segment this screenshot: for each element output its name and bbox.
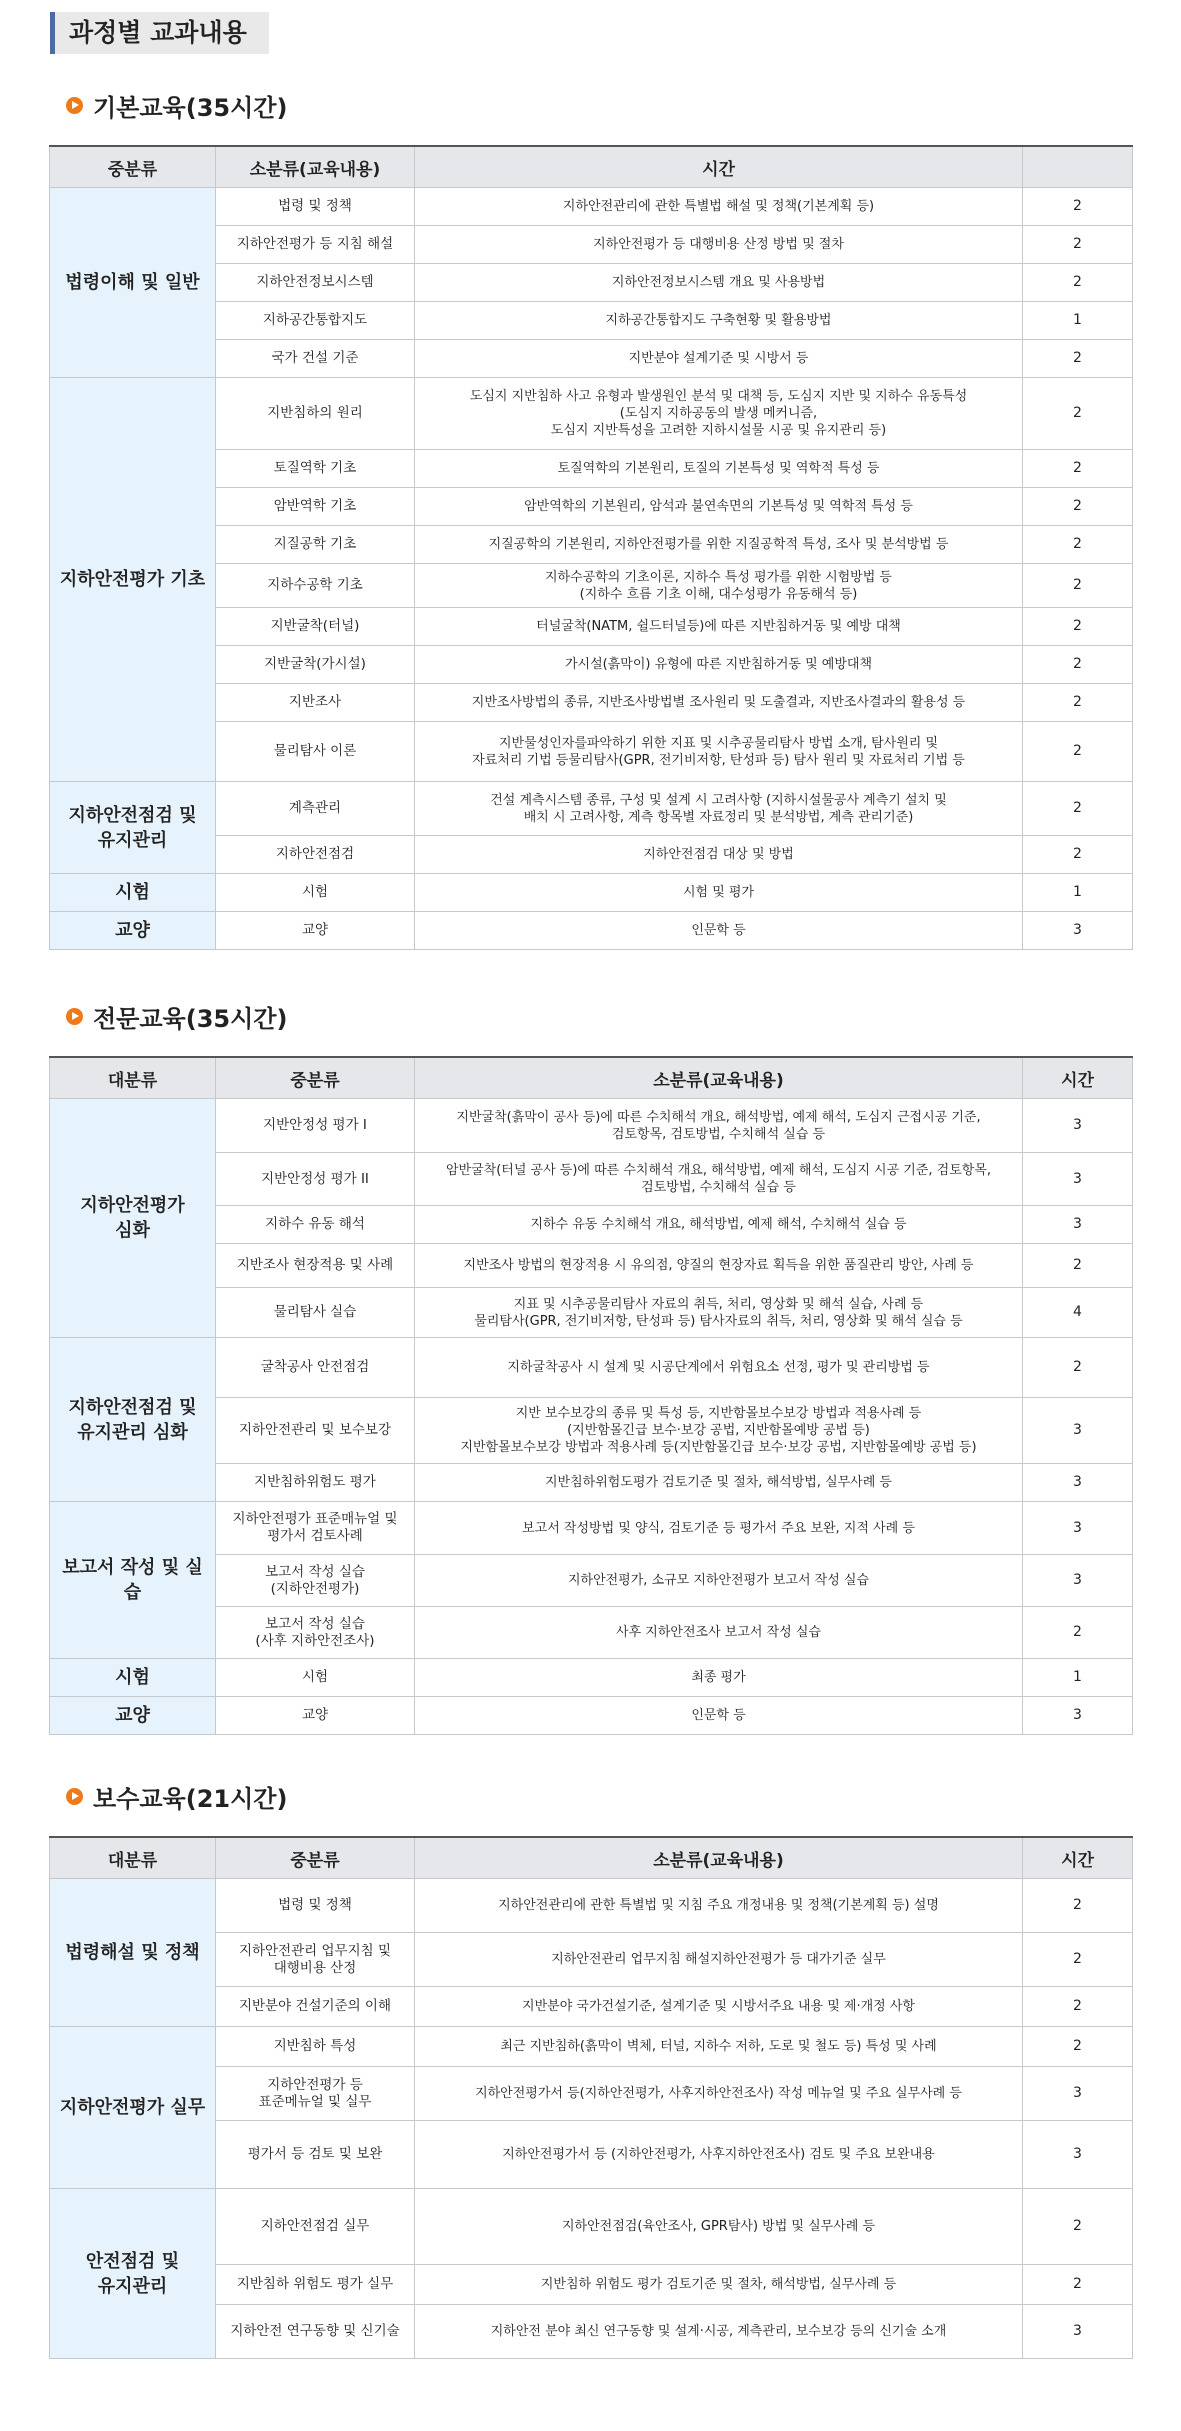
subject-cell: 지하공간통합지도 xyxy=(216,302,415,340)
subject-cell: 지하안전정보시스템 xyxy=(216,264,415,302)
content-cell: 지반분야 국가건설기준, 설계기준 및 시방서주요 내용 및 제·개정 사항 xyxy=(415,1987,1023,2027)
table-row xyxy=(50,1697,1133,1735)
category-cell: 지하안전점검 및 유지관리 xyxy=(50,782,216,874)
content-cell: 인문학 등 xyxy=(415,912,1023,950)
subject-cell: 평가서 등 검토 및 보완 xyxy=(216,2121,415,2189)
category-cell: 지하안전점검 및 유지관리 심화 xyxy=(50,1338,216,1502)
subject-cell: 지하안전점검 실무 xyxy=(216,2189,415,2265)
column-header: 소분류(교육내용) xyxy=(415,1837,1023,1879)
subject-cell: 지하안전 연구동향 및 신기술 xyxy=(216,2305,415,2359)
subject-cell: 지하수공학 기초 xyxy=(216,564,415,608)
hours-cell: 3 xyxy=(1023,912,1133,950)
content-cell: 가시설(흙막이) 유형에 따른 지반침하거동 및 예방대책 xyxy=(415,646,1023,684)
content-cell: 지표 및 시추공물리탐사 자료의 취득, 처리, 영상화 및 해석 실습, 사례 등 물리탐사(GPR, 전기비저항, 탄성파 등) 탐사자료의 취득, 처리, 영상화 및 해석 실습 등 xyxy=(415,1288,1023,1338)
content-cell: 지반조사방법의 종류, 지반조사방법별 조사원리 및 도출결과, 지반조사결과의 활용성 등 xyxy=(415,684,1023,722)
content-cell: 인문학 등 xyxy=(415,1697,1023,1735)
table-header-row xyxy=(50,1057,1133,1099)
subject-cell: 지하안전평가 등 표준메뉴얼 및 실무 xyxy=(216,2067,415,2121)
hours-cell: 2 xyxy=(1023,188,1133,226)
content-cell: 최종 평가 xyxy=(415,1659,1023,1697)
column-header: 소분류(교육내용) xyxy=(216,146,415,188)
column-header: 시간 xyxy=(415,146,1023,188)
hours-cell: 3 xyxy=(1023,2121,1133,2189)
table-row xyxy=(50,2027,1133,2067)
hours-cell: 2 xyxy=(1023,378,1133,450)
table-row xyxy=(50,782,1133,836)
content-cell: 도심지 지반침하 사고 유형과 발생원인 분석 및 대책 등, 도심지 지반 및 지하수 유동특성 (도심지 지하공동의 발생 메커니즘, 도심지 지반특성을 고려한 지하시설물 시공 및 유지관리 등) xyxy=(415,378,1023,450)
subject-cell: 굴착공사 안전점검 xyxy=(216,1338,415,1398)
hours-cell: 2 xyxy=(1023,684,1133,722)
subject-cell: 지반굴착(가시설) xyxy=(216,646,415,684)
hours-cell: 3 xyxy=(1023,1502,1133,1555)
table-row xyxy=(50,874,1133,912)
table-row xyxy=(50,1502,1133,1555)
hours-cell: 2 xyxy=(1023,450,1133,488)
content-cell: 지반조사 방법의 현장적용 시 유의점, 양질의 현장자료 획득을 위한 품질관리 방안, 사례 등 xyxy=(415,1244,1023,1288)
hours-cell: 2 xyxy=(1023,1933,1133,1987)
content-cell: 지하안전평가서 등 (지하안전평가, 사후지하안전조사) 검토 및 주요 보완내용 xyxy=(415,2121,1023,2189)
hours-cell: 2 xyxy=(1023,646,1133,684)
curriculum-table-basic xyxy=(49,145,1133,950)
hours-cell: 2 xyxy=(1023,488,1133,526)
category-cell: 시험 xyxy=(50,874,216,912)
content-cell: 암반역학의 기본원리, 암석과 불연속면의 기본특성 및 역학적 특성 등 xyxy=(415,488,1023,526)
subject-cell: 지반침하 위험도 평가 실무 xyxy=(216,2265,415,2305)
curriculum-table-advanced xyxy=(49,1056,1133,1735)
hours-cell: 2 xyxy=(1023,2189,1133,2265)
circle-arrow-icon xyxy=(66,1788,83,1805)
hours-cell: 2 xyxy=(1023,564,1133,608)
table-header-row xyxy=(50,1837,1133,1879)
column-header: 중분류 xyxy=(216,1837,415,1879)
subject-cell: 지반침하의 원리 xyxy=(216,378,415,450)
table-row xyxy=(50,378,1133,450)
section-title-basic xyxy=(66,88,287,122)
table-row xyxy=(50,188,1133,226)
subject-cell: 암반역학 기초 xyxy=(216,488,415,526)
subject-cell: 물리탐사 실습 xyxy=(216,1288,415,1338)
hours-cell: 1 xyxy=(1023,302,1133,340)
subject-cell: 보고서 작성 실습 (사후 지하안전조사) xyxy=(216,1607,415,1659)
subject-cell: 국가 건설 기준 xyxy=(216,340,415,378)
subject-cell: 지반조사 현장적용 및 사례 xyxy=(216,1244,415,1288)
subject-cell: 계측관리 xyxy=(216,782,415,836)
content-cell: 지하안전정보시스템 개요 및 사용방법 xyxy=(415,264,1023,302)
category-cell: 법령이해 및 일반 xyxy=(50,188,216,378)
section-title-text: 보수교육(21시간) xyxy=(93,1784,288,1813)
content-cell: 지하수 유동 수치해석 개요, 해석방법, 예제 해석, 수치해석 실습 등 xyxy=(415,1206,1023,1244)
subject-cell: 지하안전관리 및 보수보강 xyxy=(216,1398,415,1464)
column-header: 시간 xyxy=(1023,1057,1133,1099)
content-cell: 지반침하 위험도 평가 검토기준 및 절차, 해석방법, 실무사례 등 xyxy=(415,2265,1023,2305)
subject-cell: 교양 xyxy=(216,912,415,950)
content-cell: 터널굴착(NATM, 쉴드터널등)에 따른 지반침하거동 및 예방 대책 xyxy=(415,608,1023,646)
content-cell: 지하안전평가 등 대행비용 산정 방법 및 절차 xyxy=(415,226,1023,264)
subject-cell: 지반안정성 평가 I xyxy=(216,1099,415,1153)
subject-cell: 지하안전평가 표준매뉴얼 및 평가서 검토사례 xyxy=(216,1502,415,1555)
subject-cell: 토질역학 기초 xyxy=(216,450,415,488)
content-cell: 지반분야 설계기준 및 시방서 등 xyxy=(415,340,1023,378)
content-cell: 암반굴착(터널 공사 등)에 따른 수치해석 개요, 해석방법, 예제 해석, 도심지 시공 기준, 검토항목, 검토방법, 수치해석 실습 등 xyxy=(415,1153,1023,1206)
category-cell: 시험 xyxy=(50,1659,216,1697)
content-cell: 지하안전평가, 소규모 지하안전평가 보고서 작성 실습 xyxy=(415,1555,1023,1607)
subject-cell: 지반조사 xyxy=(216,684,415,722)
subject-cell: 시험 xyxy=(216,874,415,912)
subject-cell: 보고서 작성 실습 (지하안전평가) xyxy=(216,1555,415,1607)
hours-cell: 3 xyxy=(1023,1697,1133,1735)
content-cell: 지하안전점검(육안조사, GPR탐사) 방법 및 실무사례 등 xyxy=(415,2189,1023,2265)
subject-cell: 법령 및 정책 xyxy=(216,188,415,226)
hours-cell: 3 xyxy=(1023,2067,1133,2121)
column-header xyxy=(1023,146,1133,188)
hours-cell: 2 xyxy=(1023,264,1133,302)
column-header: 중분류 xyxy=(216,1057,415,1099)
category-cell: 지하안전평가 실무 xyxy=(50,2027,216,2189)
column-header: 대분류 xyxy=(50,1057,216,1099)
category-cell: 보고서 작성 및 실습 xyxy=(50,1502,216,1659)
content-cell: 지하공간통합지도 구축현황 및 활용방법 xyxy=(415,302,1023,340)
subject-cell: 시험 xyxy=(216,1659,415,1697)
category-cell: 지하안전평가 기초 xyxy=(50,378,216,782)
content-cell: 지반굴착(흙막이 공사 등)에 따른 수치해석 개요, 해석방법, 예제 해석, 도심지 근접시공 기준, 검토항목, 검토방법, 수치해석 실습 등 xyxy=(415,1099,1023,1153)
hours-cell: 2 xyxy=(1023,226,1133,264)
hours-cell: 1 xyxy=(1023,874,1133,912)
hours-cell: 3 xyxy=(1023,1153,1133,1206)
section-title-text: 기본교육(35시간) xyxy=(93,93,288,122)
table-row xyxy=(50,1879,1133,1933)
content-cell: 지하안전점검 대상 및 방법 xyxy=(415,836,1023,874)
section-title-advanced xyxy=(66,999,287,1033)
content-cell: 지반 보수보강의 종류 및 특성 등, 지반함몰보수보강 방법과 적용사례 등 (지반함몰긴급 보수·보강 공법, 지반함몰예방 공법 등) 지반함몰보수보강 방법과 적용사례 등(지반함몰긴급 보수·보강 공법, 지반함몰예방 공법 등) xyxy=(415,1398,1023,1464)
subject-cell: 지하안전평가 등 지침 해설 xyxy=(216,226,415,264)
content-cell: 지하안전 분야 최신 연구동향 및 설계·시공, 계측관리, 보수보강 등의 신기술 소개 xyxy=(415,2305,1023,2359)
content-cell: 지반물성인자를파악하기 위한 지표 및 시추공물리탐사 방법 소개, 탐사원리 및 자료처리 기법 등물리탐사(GPR, 전기비저항, 탄성파 등) 탐사 원리 및 자료처리 기법 등 xyxy=(415,722,1023,782)
category-cell: 지하안전평가 심화 xyxy=(50,1099,216,1338)
hours-cell: 4 xyxy=(1023,1288,1133,1338)
section-title-refresher xyxy=(66,1779,287,1813)
hours-cell: 1 xyxy=(1023,1659,1133,1697)
hours-cell: 3 xyxy=(1023,1398,1133,1464)
hours-cell: 3 xyxy=(1023,1206,1133,1244)
table-row xyxy=(50,2189,1133,2265)
hours-cell: 2 xyxy=(1023,1607,1133,1659)
hours-cell: 3 xyxy=(1023,1464,1133,1502)
category-cell: 안전점검 및 유지관리 xyxy=(50,2189,216,2359)
hours-cell: 2 xyxy=(1023,1338,1133,1398)
subject-cell: 법령 및 정책 xyxy=(216,1879,415,1933)
content-cell: 지하굴착공사 시 설계 및 시공단계에서 위험요소 선정, 평가 및 관리방법 등 xyxy=(415,1338,1023,1398)
hours-cell: 2 xyxy=(1023,2027,1133,2067)
subject-cell: 교양 xyxy=(216,1697,415,1735)
table-row xyxy=(50,1338,1133,1398)
table-row xyxy=(50,1659,1133,1697)
content-cell: 지하안전평가서 등(지하안전평가, 사후지하안전조사) 작성 메뉴얼 및 주요 실무사례 등 xyxy=(415,2067,1023,2121)
column-header: 소분류(교육내용) xyxy=(415,1057,1023,1099)
column-header: 중분류 xyxy=(50,146,216,188)
category-cell: 교양 xyxy=(50,1697,216,1735)
subject-cell: 지반분야 건설기준의 이해 xyxy=(216,1987,415,2027)
content-cell: 보고서 작성방법 및 양식, 검토기준 등 평가서 주요 보완, 지적 사례 등 xyxy=(415,1502,1023,1555)
content-cell: 지질공학의 기본원리, 지하안전평가를 위한 지질공학적 특성, 조사 및 분석방법 등 xyxy=(415,526,1023,564)
column-header: 대분류 xyxy=(50,1837,216,1879)
circle-arrow-icon xyxy=(66,97,83,114)
page-title: 과정별 교과내용 xyxy=(50,12,269,54)
circle-arrow-icon xyxy=(66,1008,83,1025)
subject-cell: 지반침하위험도 평가 xyxy=(216,1464,415,1502)
hours-cell: 2 xyxy=(1023,1244,1133,1288)
subject-cell: 지하수 유동 해석 xyxy=(216,1206,415,1244)
content-cell: 지하수공학의 기초이론, 지하수 특성 평가를 위한 시험방법 등 (지하수 흐름 기초 이해, 대수성평가 유동해석 등) xyxy=(415,564,1023,608)
hours-cell: 2 xyxy=(1023,608,1133,646)
hours-cell: 2 xyxy=(1023,722,1133,782)
subject-cell: 물리탐사 이론 xyxy=(216,722,415,782)
subject-cell: 지하안전점검 xyxy=(216,836,415,874)
content-cell: 지하안전관리에 관한 특별법 해설 및 정책(기본계획 등) xyxy=(415,188,1023,226)
hours-cell: 2 xyxy=(1023,782,1133,836)
subject-cell: 지질공학 기초 xyxy=(216,526,415,564)
content-cell: 지하안전관리 업무지침 해설지하안전평가 등 대가기준 실무 xyxy=(415,1933,1023,1987)
subject-cell: 지하안전관리 업무지침 및 대행비용 산정 xyxy=(216,1933,415,1987)
section-title-text: 전문교육(35시간) xyxy=(93,1004,288,1033)
content-cell: 건설 계측시스템 종류, 구성 및 설계 시 고려사항 (지하시설물공사 계측기 설치 및 배치 시 고려사항, 계측 항목별 자료정리 및 분석방법, 계측 관리기준) xyxy=(415,782,1023,836)
table-header-row xyxy=(50,146,1133,188)
subject-cell: 지반침하 특성 xyxy=(216,2027,415,2067)
content-cell: 최근 지반침하(흙막이 벽체, 터널, 지하수 저하, 도로 및 철도 등) 특성 및 사례 xyxy=(415,2027,1023,2067)
hours-cell: 2 xyxy=(1023,836,1133,874)
table-row xyxy=(50,1099,1133,1153)
category-cell: 교양 xyxy=(50,912,216,950)
content-cell: 지하안전관리에 관한 특별법 및 지침 주요 개정내용 및 정책(기본계획 등) 설명 xyxy=(415,1879,1023,1933)
subject-cell: 지반안정성 평가 II xyxy=(216,1153,415,1206)
hours-cell: 2 xyxy=(1023,1987,1133,2027)
column-header: 시간 xyxy=(1023,1837,1133,1879)
category-cell: 법령해설 및 정책 xyxy=(50,1879,216,2027)
subject-cell: 지반굴착(터널) xyxy=(216,608,415,646)
content-cell: 사후 지하안전조사 보고서 작성 실습 xyxy=(415,1607,1023,1659)
hours-cell: 2 xyxy=(1023,340,1133,378)
hours-cell: 2 xyxy=(1023,1879,1133,1933)
content-cell: 토질역학의 기본원리, 토질의 기본특성 및 역학적 특성 등 xyxy=(415,450,1023,488)
hours-cell: 3 xyxy=(1023,1099,1133,1153)
curriculum-table-refresher xyxy=(49,1836,1133,2359)
hours-cell: 3 xyxy=(1023,2305,1133,2359)
content-cell: 지반침하위험도평가 검토기준 및 절차, 해석방법, 실무사례 등 xyxy=(415,1464,1023,1502)
content-cell: 시험 및 평가 xyxy=(415,874,1023,912)
hours-cell: 2 xyxy=(1023,2265,1133,2305)
hours-cell: 2 xyxy=(1023,526,1133,564)
hours-cell: 3 xyxy=(1023,1555,1133,1607)
table-row xyxy=(50,912,1133,950)
